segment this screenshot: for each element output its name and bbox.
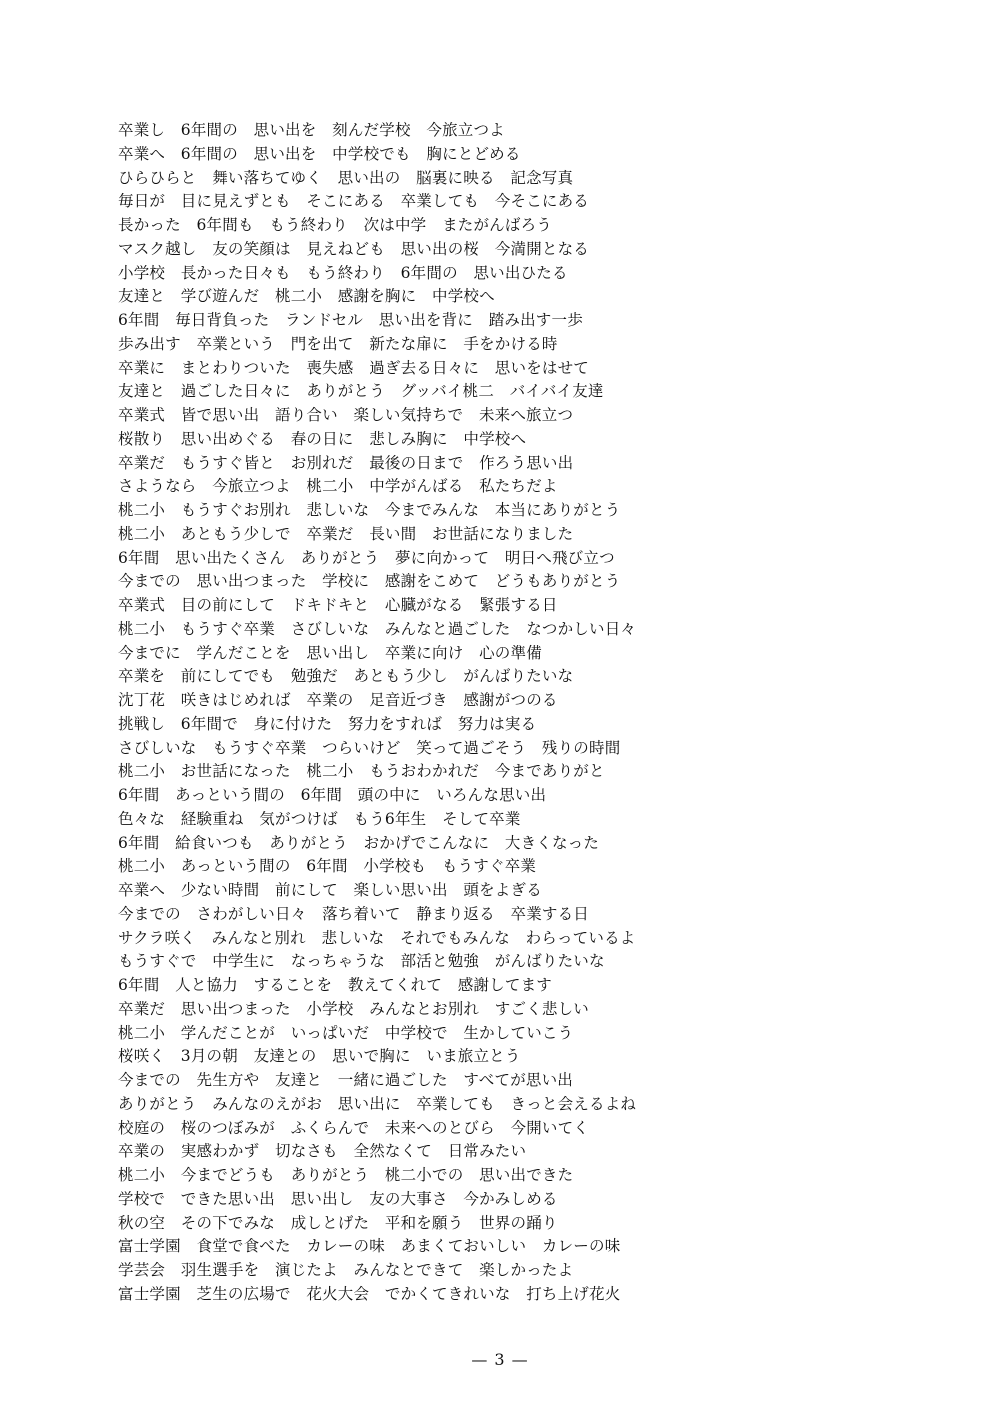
poem-line: マスク越し 友の笑顔は 見えねども 思い出の桜 今満開となる <box>118 239 590 258</box>
poem-line: 卒業式 皆で思い出 語り合い 楽しい気持ちで 未来へ旅立つ <box>118 406 574 424</box>
poem-line: 6年間 あっという間の 6年間 頭の中に いろんな思い出 <box>118 786 547 804</box>
poem-line: 友達と 過ごした日々に ありがとう グッバイ桃二 バイバイ友達 <box>118 382 604 401</box>
poem-line: 富士学園 芝生の広場で 花火大会 でかくてきれいな 打ち上げ花火 <box>118 1284 621 1303</box>
poem-line: 毎日が 目に見えずとも そこにある 卒業しても 今そこにある <box>118 192 590 211</box>
poem-line: 今までの 思い出つまった 学校に 感謝をこめて どうもありがとう <box>118 572 621 591</box>
poem-line: 友達と 学び遊んだ 桃二小 感謝を胸に 中学校へ <box>118 287 495 306</box>
poem-line: 桃二小 お世話になった 桃二小 もうおわかれだ 今までありがと <box>118 762 605 781</box>
poem-line: 桃二小 もうすぐお別れ 悲しいな 今までみんな 本当にありがとう <box>118 501 621 519</box>
poem-line: もうすぐで 中学生に なっちゃうな 部活と勉強 がんばりたいな <box>118 952 605 971</box>
poem-line: 6年間 毎日背負った ランドセル 思い出を背に 踏み出す一歩 <box>118 311 583 329</box>
poem-line: 学芸会 羽生選手を 演じたよ みんなとできて 楽しかったよ <box>118 1261 574 1279</box>
poem-line: さびしいな もうすぐ卒業 つらいけど 笑って過ごそう 残りの時間 <box>118 738 621 757</box>
poem-line: 小学校 長かった日々も もう終わり 6年間の 思い出ひたる <box>118 263 568 282</box>
page-number: — 3 — <box>471 1350 529 1369</box>
poem-list <box>118 119 938 1307</box>
poem-line: 卒業を 前にしてでも 勉強だ あともう少し がんばりたいな <box>118 667 574 686</box>
poem-line: 6年間 思い出たくさん ありがとう 夢に向かって 明日へ飛び立つ <box>118 548 615 567</box>
poem-line: 卒業だ もうすぐ皆と お別れだ 最後の日まで 作ろう思い出 <box>118 453 574 472</box>
poem-line: 桃二小 もうすぐ卒業 さびしいな みんなと過ごした なつかしい日々 <box>118 619 637 638</box>
poem-line: 沈丁花 咲きはじめれば 卒業の 足音近づき 感謝がつのる <box>118 691 558 709</box>
poem-line: 学校で できた思い出 思い出し 友の大事さ 今かみしめる <box>118 1189 558 1208</box>
poem-line: 卒業し 6年間の 思い出を 刻んだ学校 今旅立つよ <box>118 121 505 139</box>
poem-line: 校庭の 桜のつぼみが ふくらんで 未来へのとびら 今開いてく <box>118 1118 590 1137</box>
poem-line: さようなら 今旅立つよ 桃二小 中学がんばる 私たちだよ <box>118 477 558 496</box>
poem-line: 卒業へ 少ない時間 前にして 楽しい思い出 頭をよぎる <box>118 881 542 899</box>
poem-line: 卒業に まとわりついた 喪失感 過ぎ去る日々に 思いをはせて <box>118 358 590 377</box>
poem-line: ありがとう みんなのえがお 思い出に 卒業しても きっと会えるよね <box>118 1094 637 1113</box>
poem-line: 色々な 経験重ね 気がつけば もう6年生 そして卒業 <box>118 809 521 828</box>
poem-line: 今までの 先生方や 友達と 一緒に過ごした すべてが思い出 <box>118 1071 573 1089</box>
poem-line: 卒業だ 思い出つまった 小学校 みんなとお別れ すごく悲しい <box>118 999 590 1018</box>
poem-line: 桃二小 今までどうも ありがとう 桃二小での 思い出できた <box>118 1166 574 1184</box>
poem-line: 秋の空 その下でみな 成しとげた 平和を願う 世界の踊り <box>118 1213 558 1232</box>
poem-line: 長かった 6年間も もう終わり 次は中学 またがんばろう <box>118 216 552 234</box>
poem-line: 桜咲く 3月の朝 友達との 思いで胸に いま旅立とう <box>118 1047 521 1066</box>
poem-line: 6年間 人と協力 することを 教えてくれて 感謝してます <box>118 976 552 994</box>
poem-line: 今までに 学んだことを 思い出し 卒業に向け 心の準備 <box>118 643 542 662</box>
poem-line: ひらひらと 舞い落ちてゆく 思い出の 脳裏に映る 記念写真 <box>118 168 574 187</box>
poem-line: 桃二小 あともう少しで 卒業だ 長い間 お世話になりました <box>118 524 574 543</box>
poem-line: 歩み出す 卒業という 門を出て 新たな扉に 手をかける時 <box>118 334 558 353</box>
poem-line: 桜散り 思い出めぐる 春の日に 悲しみ胸に 中学校へ <box>118 429 527 448</box>
poem-line: 富士学園 食堂で食べた カレーの味 あまくておいしい カレーの味 <box>118 1237 621 1256</box>
poem-line: 今までの さわがしい日々 落ち着いて 静まり返る 卒業する日 <box>118 904 590 923</box>
poem-line: 6年間 給食いつも ありがとう おかげでこんなに 大きくなった <box>118 833 600 852</box>
poem-line: 桃二小 学んだことが いっぱいだ 中学校で 生かしていこう <box>118 1023 574 1042</box>
poem-line: 卒業の 実感わかず 切なさも 全然なくて 日常みたい <box>118 1142 527 1161</box>
poem-line: 挑戦し 6年間で 身に付けた 努力をすれば 努力は実る <box>118 714 537 733</box>
poem-line: サクラ咲く みんなと別れ 悲しいな それでもみんな わらっているよ <box>118 928 636 947</box>
poem-line: 卒業式 目の前にして ドキドキと 心臓がなる 緊張する日 <box>118 596 558 614</box>
poem-line: 卒業へ 6年間の 思い出を 中学校でも 胸にとどめる <box>118 144 521 163</box>
poem-line: 桃二小 あっという間の 6年間 小学校も もうすぐ卒業 <box>118 857 537 876</box>
